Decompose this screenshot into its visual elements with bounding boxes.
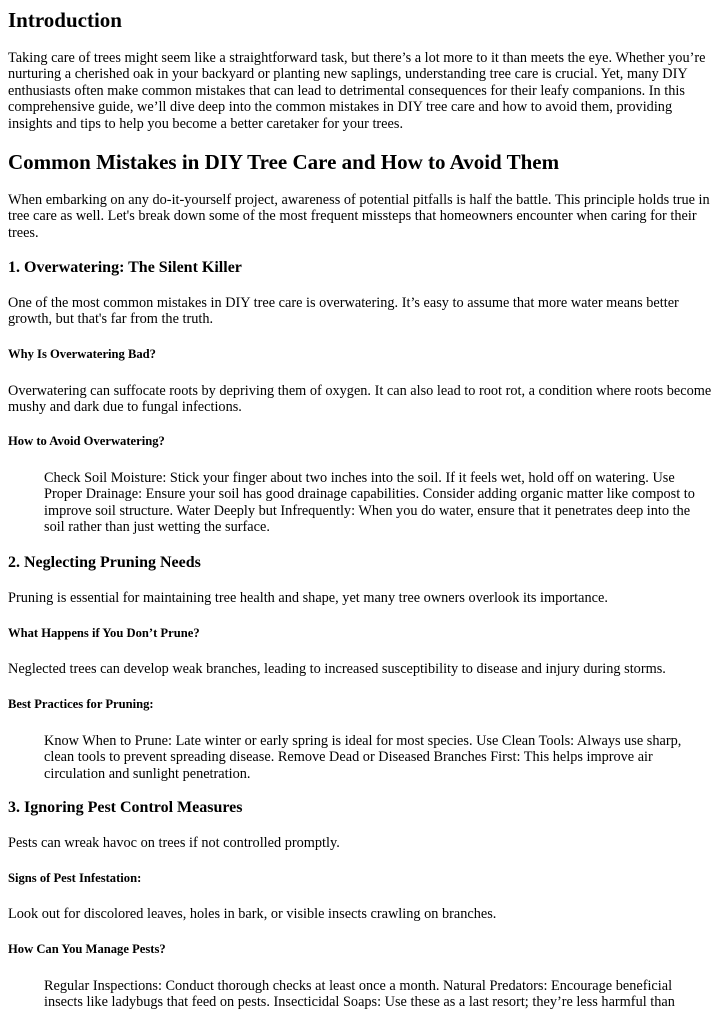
section2-tips-list xyxy=(44,733,708,782)
section2-heading-block xyxy=(8,554,714,572)
section3-sub1-paragraph-block xyxy=(8,906,714,922)
section1-sub2-heading: How to Avoid Overwatering? xyxy=(8,434,165,448)
section3-sub1-heading: Signs of Pest Infestation: xyxy=(8,871,142,885)
section2-sub1-paragraph: Neglected trees can develop weak branches, leading to increased susceptibility to disease and injury during storms. xyxy=(8,661,666,677)
section1-paragraph-block xyxy=(8,295,714,328)
section1-tips-list xyxy=(44,470,708,536)
section2-paragraph: Pruning is essential for maintaining tree health and shape, yet many tree owners overlook its importance. xyxy=(8,590,608,606)
section1-sub1-paragraph-block xyxy=(8,383,714,416)
section2-sub2-heading-block xyxy=(8,697,714,712)
intro-paragraph-block xyxy=(8,50,714,132)
section1-sub1-heading: Why Is Overwatering Bad? xyxy=(8,347,156,361)
section1-tips-text: Check Soil Moisture: Stick your finger about two inches into the soil. If it feels wet, hold off on watering. Use Proper Drainage: Ensure your soil has good drainage capabilities. Consider adding organic matter like compost to improve soil structure. Water Deeply but Infrequently: When you do water, ensure that it penetrates deep into the soil rather than just wetting the surface. xyxy=(44,470,695,536)
section2-sub1-paragraph-block xyxy=(8,661,714,677)
main-paragraph-block xyxy=(8,192,714,241)
section1-heading-block xyxy=(8,259,714,277)
intro-paragraph: Taking care of trees might seem like a straightforward task, but there’s a lot more to it than meets the eye. Whether you’re nurturing a cherished oak in your backyard or planting new saplings, understanding tree care is crucial. Yet, many DIY enthusiasts often make common mistakes that can lead to detrimental consequences for their leafy companions. In this comprehensive guide, we’ll dive deep into the common mistakes in DIY tree care and how to avoid them, providing insights and tips to help you become a better caretaker for your trees. xyxy=(8,50,706,132)
section3-paragraph: Pests can wreak havoc on trees if not controlled promptly. xyxy=(8,835,340,851)
section3-sub1-heading-block xyxy=(8,871,714,886)
section2-tips-text: Know When to Prune: Late winter or early spring is ideal for most species. Use Clean Tools: Always use sharp, clean tools to prevent spreading disease. Remove Dead or Diseased Branches First: This helps improve air circulation and sunlight penetration. xyxy=(44,733,682,782)
section3-heading: 3. Ignoring Pest Control Measures xyxy=(8,799,243,816)
section3-paragraph-block xyxy=(8,835,714,851)
main-heading: Common Mistakes in DIY Tree Care and How to Avoid Them xyxy=(8,150,560,174)
section1-paragraph: One of the most common mistakes in DIY tree care is overwatering. It’s easy to assume that more water means better growth, but that's far from the truth. xyxy=(8,295,679,328)
section3-tips-list xyxy=(44,978,708,1011)
section3-sub2-heading-block xyxy=(8,942,714,957)
section1-heading: 1. Overwatering: The Silent Killer xyxy=(8,259,242,276)
intro-heading: Introduction xyxy=(8,8,122,32)
section3-sub2-heading: How Can You Manage Pests? xyxy=(8,942,166,956)
main-paragraph: When embarking on any do-it-yourself project, awareness of potential pitfalls is half the battle. This principle holds true in tree care as well. Let's break down some of the most frequent missteps that homeowners encounter when caring for their trees. xyxy=(8,192,710,241)
section3-sub1-paragraph: Look out for discolored leaves, holes in bark, or visible insects crawling on branches. xyxy=(8,906,497,922)
section2-sub1-heading: What Happens if You Don’t Prune? xyxy=(8,626,200,640)
section2-heading: 2. Neglecting Pruning Needs xyxy=(8,554,201,571)
section3-tips-text: Regular Inspections: Conduct thorough checks at least once a month. Natural Predators: Encourage beneficial insects like ladybugs that feed on pests. Insecticidal Soaps: Use these as a last resort; they’re less harmful than xyxy=(44,978,675,1011)
section3-heading-block xyxy=(8,799,714,817)
section1-sub1-heading-block xyxy=(8,347,714,362)
section1-sub1-paragraph: Overwatering can suffocate roots by depriving them of oxygen. It can also lead to root rot, a condition where roots become mushy and dark due to fungal infections. xyxy=(8,383,712,416)
section2-sub2-heading: Best Practices for Pruning: xyxy=(8,697,154,711)
section1-sub2-heading-block xyxy=(8,434,714,449)
section2-sub1-heading-block xyxy=(8,626,714,641)
section2-paragraph-block xyxy=(8,590,714,606)
